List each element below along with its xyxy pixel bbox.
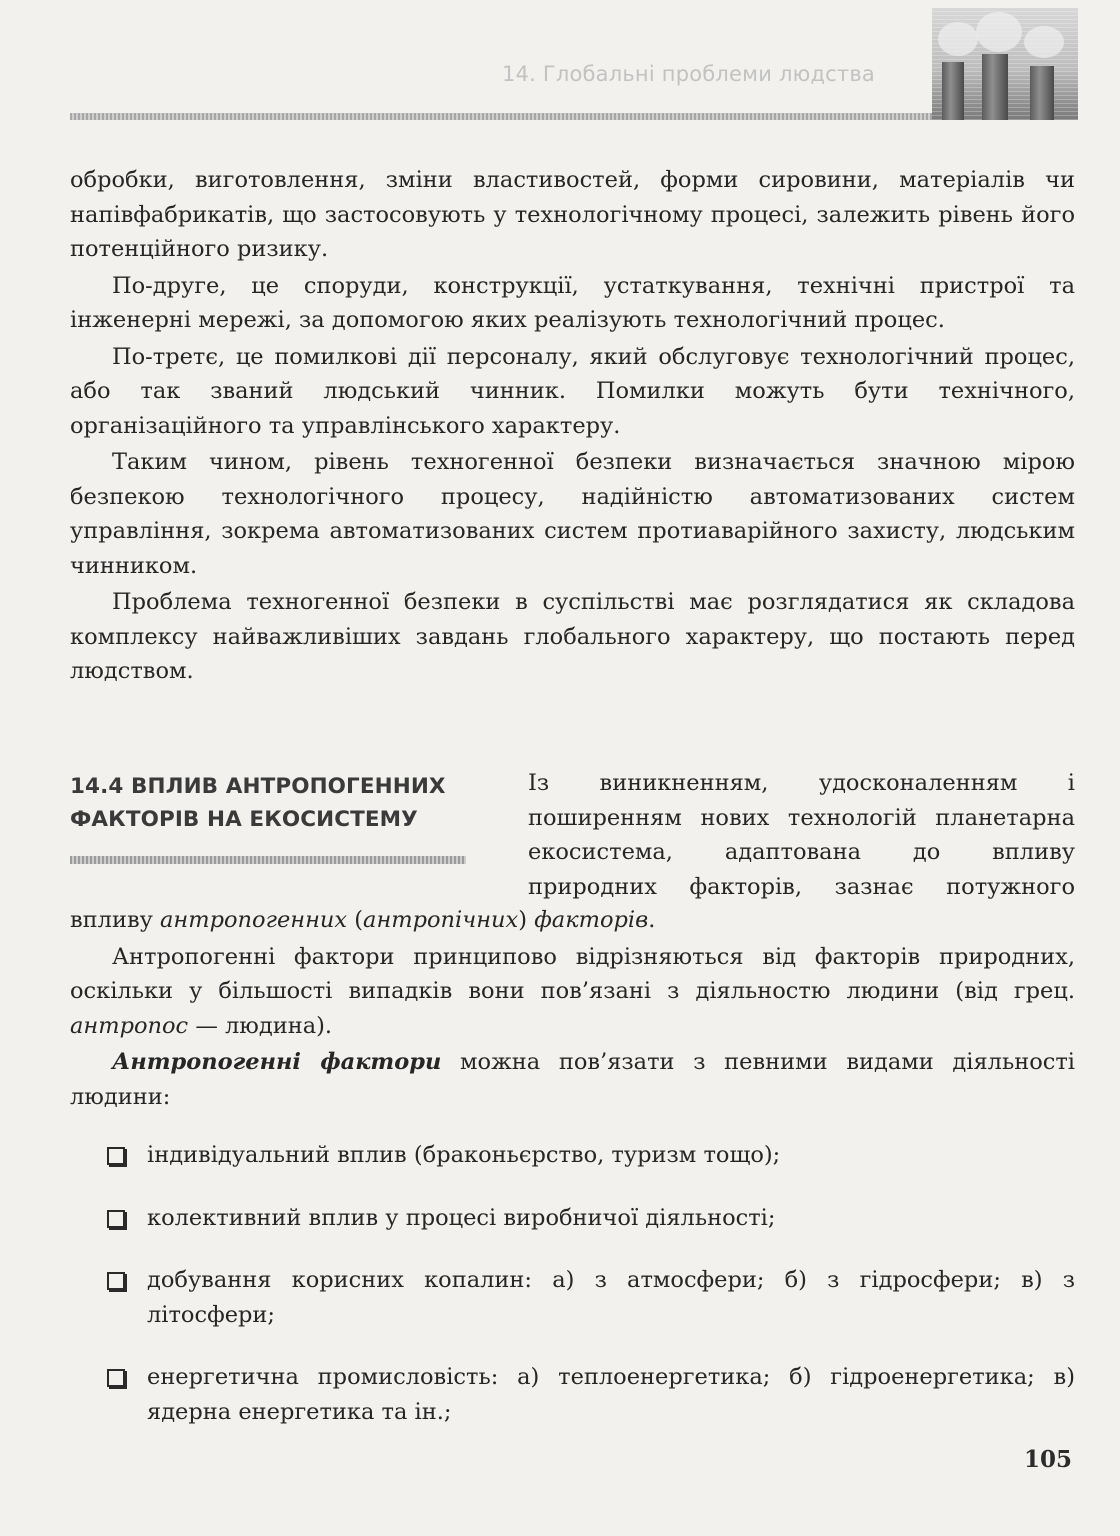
section-heading-line: ФАКТОРІВ НА ЕКОСИСТЕМУ	[70, 807, 418, 832]
paragraph	[70, 940, 1075, 1044]
steam-cloud	[938, 22, 978, 56]
paragraph: Проблема техногенної безпеки в суспільстві має розглядатися як складова комплексу найважливіших завдань глобального характеру, що постають перед людством.	[70, 589, 1075, 684]
steam-cloud	[976, 12, 1022, 52]
paragraph: Таким чином, рівень техногенної безпеки визначається значною мірою безпекою технологічного процесу, надійністю автоматизованих систем управління, зокрема автоматизованих систем протиаварійного захисту, людським чинником.	[70, 449, 1075, 579]
paragraph: По-третє, це помилкові дії персоналу, який обслуговує технологічний процес, або так званий людський чинник. Помилки можуть бути технічного, організаційного та управлінського характеру.	[70, 343, 1075, 439]
term-italic: антропогенних	[160, 907, 348, 933]
text-run: — людина).	[188, 1012, 333, 1039]
section-heading	[70, 770, 470, 836]
body-text-top	[70, 163, 1075, 689]
list-item-text: колективний вплив у процесі виробничої діяльності;	[147, 1204, 776, 1231]
text-run: .	[648, 907, 656, 933]
heading-rule	[70, 856, 466, 864]
steam-cloud	[1024, 26, 1064, 58]
section-body	[70, 903, 1075, 1114]
cooling-tower	[942, 62, 964, 120]
list-item	[105, 1201, 1075, 1236]
text-run: впливу	[70, 907, 161, 933]
list-item-text: індивідуальний вплив (браконьєрство, туризм тощо);	[147, 1142, 781, 1168]
text-run: )	[518, 907, 535, 933]
paragraph: обробки, виготовлення, зміни властивостей, форми сировини, матеріалів чи напівфабрикатів, що застосовують у технологічному процесі, залежить рівень його потенційного ризику.	[70, 167, 1075, 262]
term-italic: факторів	[534, 907, 649, 933]
section-intro-paragraph: Із виникненням, удосконаленням і поширенням нових технологій планетарна екосистема, адаптована до впливу природних факторів, зазнає потужного	[528, 770, 1075, 900]
bullet-list	[105, 1138, 1075, 1429]
list-item-text: добування корисних копалин: а) з атмосфери; б) з гідросфери; в) з літосфери;	[147, 1267, 1075, 1328]
hollow-square-bullet-icon	[107, 1369, 125, 1387]
page-number: 105	[1023, 1446, 1072, 1473]
term-italic: антропічних	[363, 907, 519, 933]
cooling-tower	[1030, 66, 1054, 120]
list-item	[105, 1263, 1075, 1332]
term-bold-italic: Антропогенні фактори	[112, 1049, 442, 1075]
text-run: можна пов’язати з певними видами діяльності людини:	[70, 1049, 1076, 1110]
hollow-square-bullet-icon	[107, 1210, 125, 1228]
power-plant-illustration	[932, 8, 1078, 120]
running-header: 14. Глобальні проблеми людства	[501, 62, 875, 86]
term-italic: антропос	[70, 1012, 189, 1039]
list-item-text: енергетична промисловість: а) теплоенергетика; б) гідроенергетика; в) ядерна енергетика та ін.;	[147, 1364, 1075, 1425]
list-item	[105, 1360, 1075, 1429]
text-run: Антропогенні фактори принципово відрізняються від факторів природних, оскільки у більшості випадків вони пов’язані з діяльностю людини (від грец.	[70, 943, 1075, 1004]
hollow-square-bullet-icon	[107, 1272, 125, 1290]
header-rule	[70, 113, 932, 120]
list-item	[105, 1138, 1075, 1173]
text-run: (	[347, 907, 364, 933]
hollow-square-bullet-icon	[107, 1147, 125, 1165]
paragraph: По-друге, це споруди, конструкції, устаткування, технічні пристрої та інженерні мережі, за допомогою яких реалізують технологічний процес.	[70, 272, 1075, 333]
intro-continuation	[70, 903, 1075, 938]
paragraph	[70, 1045, 1075, 1114]
cooling-tower	[982, 54, 1008, 120]
section-heading-line: 14.4 ВПЛИВ АНТРОПОГЕННИХ	[70, 774, 446, 799]
